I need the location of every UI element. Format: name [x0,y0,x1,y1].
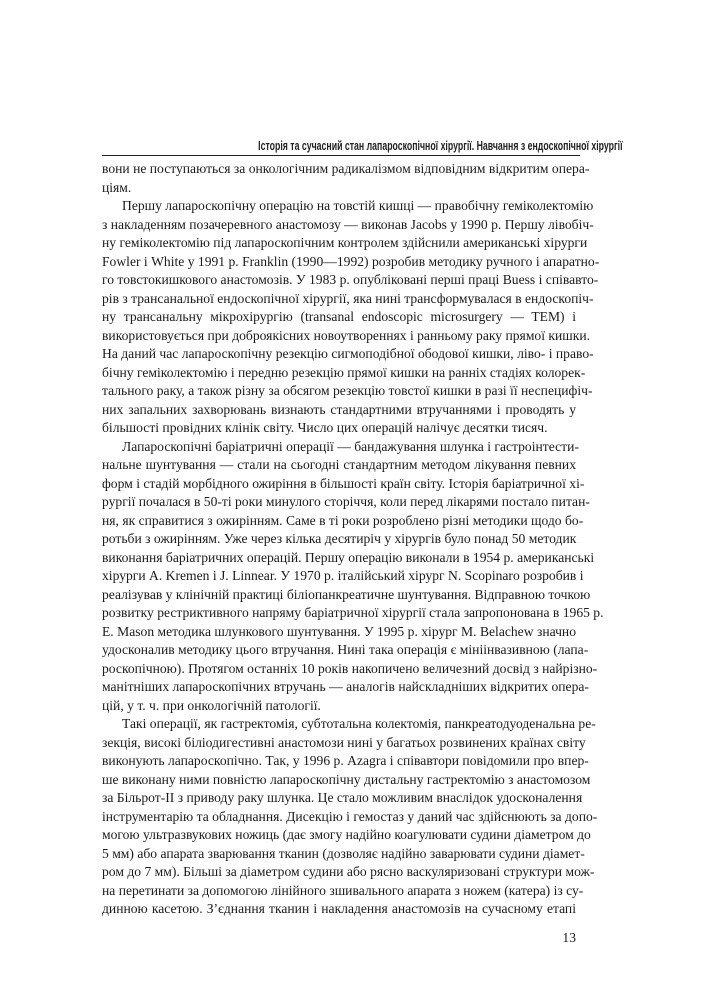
text-line: ну трансанальну мікрохірургію (transanal endoscopic microsurgery — TEM) і [102,309,576,324]
text-line: використовується при доброякісних новоутвореннях і ранньому раку прямої кишки. [102,327,591,343]
text-line: ротьби з ожирінням. Уже через кілька десятиріч у хірургів було понад 50 методик [102,531,577,546]
text-line: На даний час лапароскопічну резекцію сигмоподібної ободової кишки, ліво- і право- [102,346,594,361]
text-line: форм і стадій морбідного ожиріння в більшості країн світу. Історія баріатричної хі- [102,475,585,491]
text-line: рургії почалася в 50-ті роки минулого сторіччя, коли перед лікарями постало питан- [102,494,590,509]
text-line: го товстокишкового анастомозів. У 1983 р. опубліковані перші праці Buess і співавто- [102,272,599,287]
text-line: виконують лапароскопічно. Так, у 1996 р. Azagra і співавтори повідомили про впер- [102,753,589,768]
text-line: більшості провідних клінік світу. Число цих операцій налічує десятки тисяч. [102,420,548,435]
paragraph [102,197,600,438]
text-line: роскопічною). Протягом останніх 10 років накопичено величезний досвід з найрізно- [102,660,598,676]
text-line: них запальних захворювань визнають стандартними втручаннями і проводять у [102,401,576,417]
text-line: за Більрот-II з приводу раку шлунка. Це стало можливим внаслідок удосконалення [102,790,583,805]
paragraph [102,715,598,919]
text-line: E. Mason методика шлункового шунтування. У 1995 р. хірург M. Belachew значно [102,623,576,639]
text-line: інструментарію та обладнання. Дисекцію і гемостаз у даний час здійснюють за допо- [102,808,598,824]
text-line: удосконалив методику цього втручання. Нині така операція є мініінвазивною (лапа- [102,642,589,657]
text-line: манітніших лапароскопічних втручань — аналогів найскладніших відкритих опера- [102,679,589,694]
text-line: тального раку, а також різну за обсягом резекцію товстої кишки в разі її неспецифіч- [102,383,593,398]
text-line: Такі операції, як гастректомія, субтотальна колектомія, панкреатодуоденальна ре- [122,716,596,731]
text-line: реалізував у клінічній практиці біліопанкреатичне шунтування. Відправною точкою [102,586,591,602]
text-line: з накладенням позачеревного анастомозу — виконав Jacobs у 1990 р. Першу лівобіч- [102,216,594,232]
paragraph [102,438,604,716]
text-line: розвитку рестриктивного напряму баріатричної хірургії стала запропонована в 1965 р. [102,605,604,620]
text-line: 5 мм) або апарата зварювання тканин (дозволяє надійно заварювати судини діамет- [102,845,585,861]
text-line: виконання баріатричних операцій. Першу операцію виконали в 1954 р. американські [102,549,595,565]
text-line: зекція, високі біліодигестивні анастомози нині у багатьох розвинених країнах світу [102,734,586,750]
text-line: вони не поступаються за онкологічним радикалізмом відповідним відкритим опера- [102,161,590,176]
text-line: ціям. [102,179,132,195]
text-line: Fowler і White у 1991 р. Franklin (1990—1992) розробив методику ручного і апаратно- [102,253,600,269]
paragraph [102,160,590,197]
text-line: хірурги A. Kremen і J. Linnear. У 1970 р. італійський хірург N. Scopinaro розробив і [102,568,584,583]
text-line: динною касетою. З’єднання тканин і накладення анастомозів на сучасному етапі [102,901,576,916]
running-header-text: Історія та сучасний стан лапароскопічної хірургії. Навчання з ендоскопічної хірургії [258,139,623,153]
text-line: ром до 7 мм). Більші за діаметром судини або рясно васкуляризовані структури мож- [102,864,595,879]
text-line: ня, як справитися з ожирінням. Саме в ті роки розроблено різні методики щодо бо- [102,512,584,528]
text-line: ше виконану ними повністю лапароскопічну дистальну гастректомію з анастомозом [102,771,591,787]
text-line: рів з трансанальної ендоскопічної хірургії, яка нині трансформувалася в ендоскопіч- [102,290,594,306]
text-line: нальне шунтування — стали на сьогодні стандартним методом лікування певних [102,457,576,472]
running-header [102,137,623,155]
text-line: Першу лапароскопічну операцію на товстій кишці — правобічну геміколектомію [122,198,594,213]
body-text [102,160,604,919]
text-line: Лапароскопічні баріатричні операції — бандажування шлунка і гастроінтести- [122,438,579,454]
page-number: 13 [562,930,576,945]
header-rule [102,155,580,156]
text-line: бічну геміколектомію і передню резекцію прямої кишки на ранніх стадіях колорек- [102,364,586,380]
text-line: на перетинати за допомогою лінійного зшивального апарата з ножем (катера) із су- [102,882,584,898]
text-line: ну геміколектомію під лапароскопічним контролем здійснили американські хірурги [102,235,588,250]
text-line: цій, у т. ч. при онкологічній патології. [102,697,321,713]
text-line: могою ультразвукових ножиць (дає змогу надійно коагулювати судини діаметром до [102,827,591,842]
